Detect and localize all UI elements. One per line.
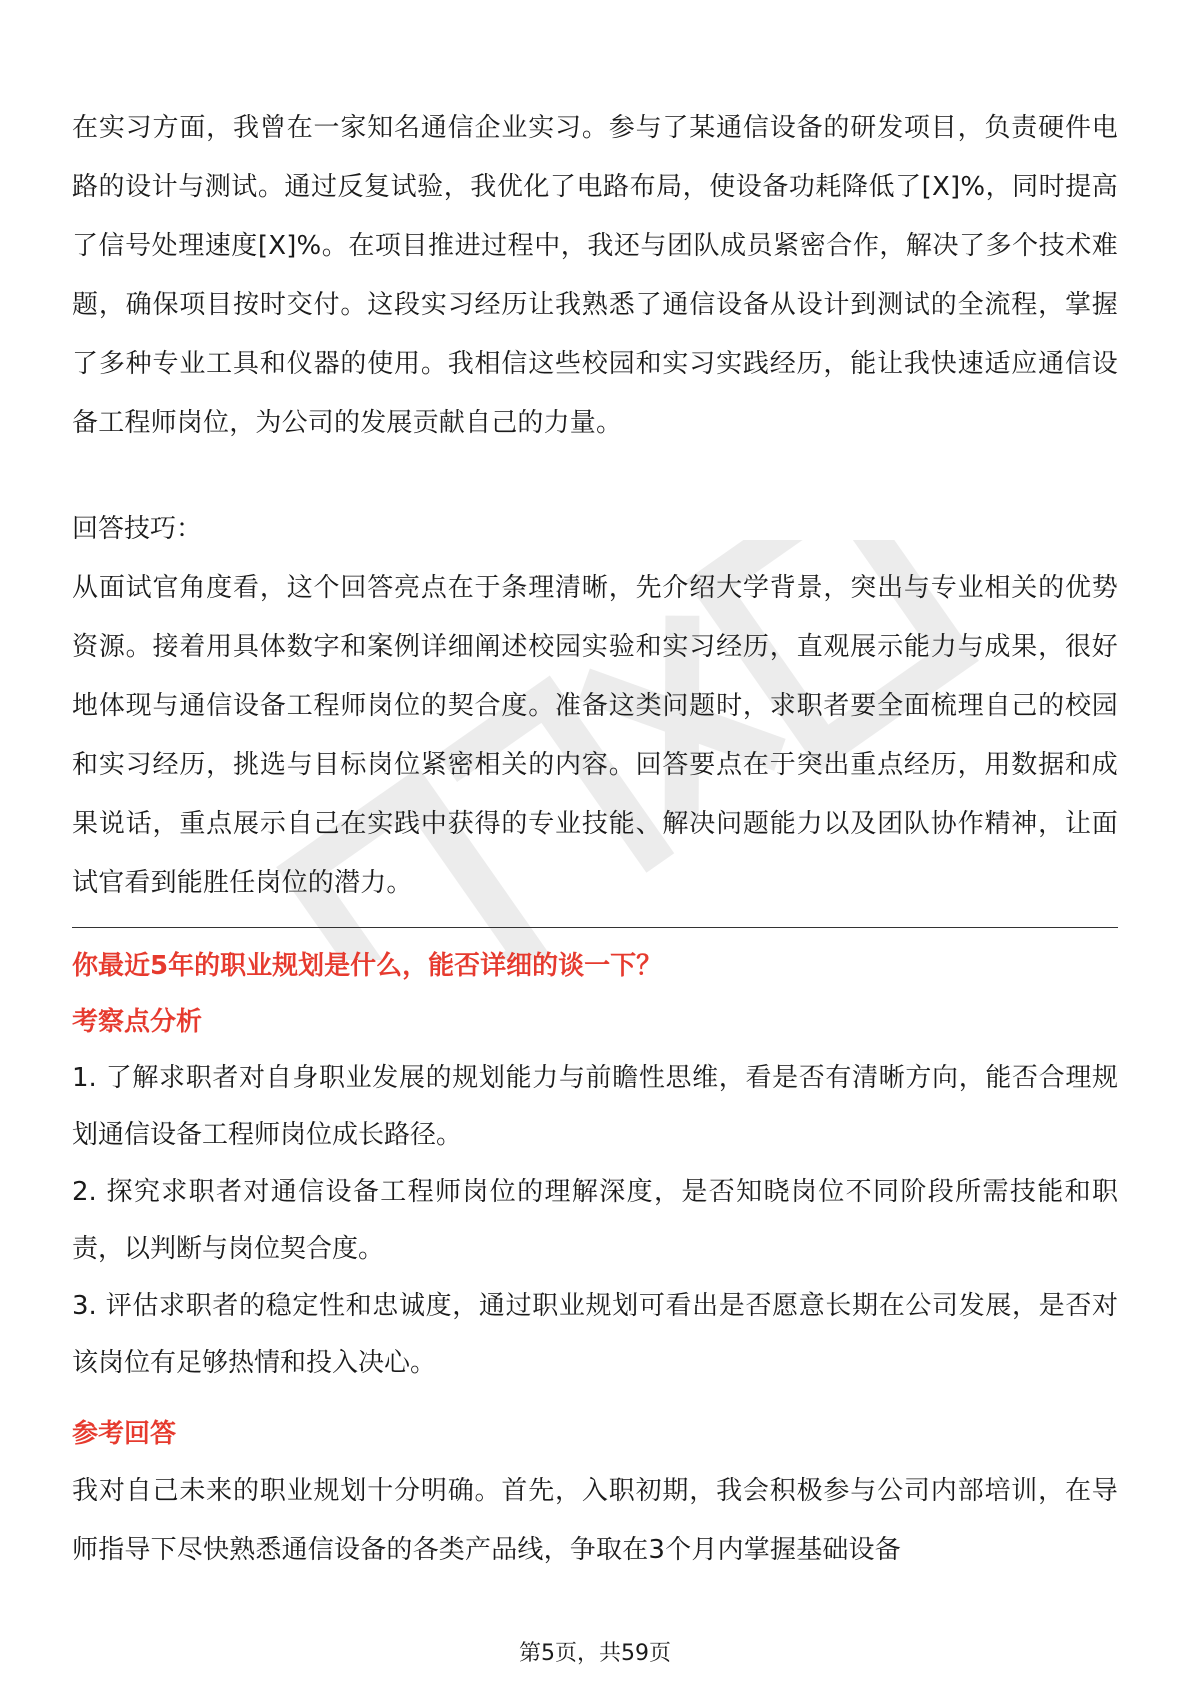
reference-paragraph: 我对自己未来的职业规划十分明确。首先，入职初期，我会积极参与公司内部培训，在导师指导下尽快熟悉通信设备的各类产品线，争取在3个月内掌握基础设备 [72, 1476, 1118, 1565]
internship-paragraph: 在实习方面，我曾在一家知名通信企业实习。参与了某通信设备的研发项目，负责硬件电路的设计与测试。通过反复试验，我优化了电路布局，使设备功耗降低了[X]%，同时提高了信号处理速度[X]%。在项目推进过程中，我还与团队成员紧密合作，解决了多个技术难题，确保项目按时交付。这段实习经历让我熟悉了通信设备从设计到测试的全流程，掌握了多种专业工具和仪器的使用。我相信这些校园和实习实践经历，能让我快速适应通信设备工程师岗位，为公司的发展贡献自己的力量。 [72, 113, 1118, 438]
question-heading: 你最近5年的职业规划是什么，能否详细的谈一下？ [72, 951, 663, 981]
section-divider [72, 927, 1118, 928]
tips-label: 回答技巧： [72, 514, 203, 544]
tips-paragraph: 从面试官角度看，这个回答亮点在于条理清晰，先介绍大学背景，突出与专业相关的优势资源。接着用具体数字和案例详细阐述校园实验和实习经历，直观展示能力与成果，很好地体现与通信设备工程师岗位的契合度。准备这类问题时，求职者要全面梳理自己的校园和实习经历，挑选与目标岗位紧密相关的内容。回答要点在于突出重点经历，用数据和成果说话，重点展示自己在实践中获得的专业技能、解决问题能力以及团队协作精神，让面试官看到能胜任岗位的潜力。 [72, 573, 1118, 898]
analysis-item-1: 1. 了解求职者对自身职业发展的规划能力与前瞻性思维，看是否有清晰方向，能否合理规划通信设备工程师岗位成长路径。 [72, 1063, 1118, 1150]
spacer [72, 1392, 1118, 1406]
page-content [72, 99, 1118, 1580]
reference-heading: 参考回答 [72, 1419, 177, 1449]
page-number: 第5页，共59页 [519, 1641, 671, 1666]
analysis-item-3: 3. 评估求职者的稳定性和忠诚度，通过职业规划可看出是否愿意长期在公司发展，是否对该岗位有足够热情和投入决心。 [72, 1291, 1118, 1378]
spacer [72, 453, 1118, 500]
analysis-item-2: 2. 探究求职者对通信设备工程师岗位的理解深度，是否知晓岗位不同阶段所需技能和职责，以判断与岗位契合度。 [72, 1177, 1118, 1264]
analysis-heading: 考察点分析 [72, 1007, 203, 1037]
